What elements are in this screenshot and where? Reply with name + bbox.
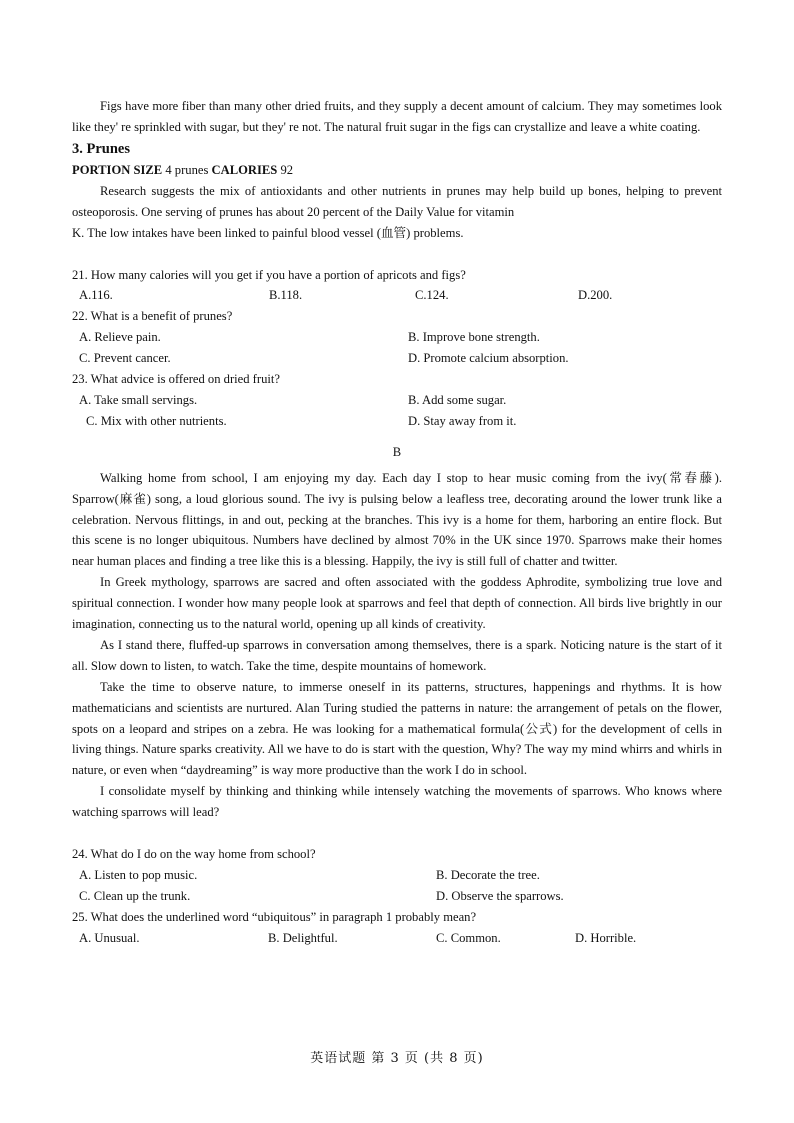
option-b[interactable]: B. Decorate the tree. (436, 868, 540, 882)
question-21: 21. How many calories will you get if you have a portion of apricots and figs? (72, 267, 466, 282)
option-b[interactable]: B. Improve bone strength. (408, 330, 540, 345)
question-22-options (72, 327, 722, 348)
portion-line (72, 160, 722, 181)
prunes-heading: 3. Prunes (72, 140, 130, 157)
option-d[interactable]: D.200. (578, 288, 613, 303)
page-footer: 英语试题 第 3 页 (共 8 页) (310, 1051, 484, 1066)
option-d[interactable]: D. Promote calcium absorption. (408, 351, 569, 366)
passage-b-paragraph-5: I consolidate myself by thinking and thinking while intensely watching the movements of sparrows. Who knows where watching sparrows will lead? (72, 784, 722, 820)
option-b[interactable]: B. Add some sugar. (408, 392, 507, 407)
passage-b-paragraph-2: In Greek mythology, sparrows are sacred and often associated with the goddess Aphrodite, symbolizing true love and spiritual connection. I wonder how many people look at sparrows and feel that depth of connection. All birds live brightly in our imagination, connecting us to the natural world, opening up all kinds of creativity. (72, 575, 722, 632)
question-23: 23. What advice is offered on dried fruit? (72, 372, 280, 387)
question-25-options (72, 928, 722, 949)
portion-value: 4 prunes (162, 162, 212, 177)
question-24-options-2 (72, 886, 722, 907)
prunes-paragraph-cont: K. The low intakes have been linked to painful blood vessel (血管) problems. (72, 225, 464, 240)
option-d[interactable]: D. Stay away from it. (408, 413, 517, 428)
option-c[interactable]: C. Prevent cancer. (79, 351, 171, 366)
question-22: 22. What is a benefit of prunes? (72, 309, 233, 324)
option-c[interactable]: C. Mix with other nutrients. (86, 413, 227, 428)
section-b-label: B (392, 444, 402, 459)
option-a[interactable]: A. Relieve pain. (79, 330, 161, 345)
option-a[interactable]: A.116. (79, 288, 113, 303)
passage-b-paragraph-1: Walking home from school, I am enjoying my day. Each day I stop to hear music coming from the ivy(常春藤). Sparrow(麻雀) song, a loud glorious sound. The ivy is pulsing below a leafless tree, decorating around the lower trunk like a celebration. Nervous flittings, in and out, pecking at the branches. This ivy is a home for them, harboring an entire flock. But this scene is no longer ubiquitous. Numbers have declined by almost 70% in the UK since 1970. Sparrows make their homes near human places and finding a tree like this is a blessing. Happily, the ivy is still full of chatter and twitter. (72, 470, 722, 569)
figs-paragraph: Figs have more fiber than many other dried fruits, and they supply a decent amount of calcium. They may sometimes look like they' re sprinkled with sugar, but they' re not. The natural fruit sugar in the figs can crystallize and leave a white coating. (72, 99, 722, 134)
question-24-options (72, 865, 722, 886)
option-c[interactable]: C.124. (415, 288, 449, 303)
option-c[interactable]: C. Common. (436, 930, 501, 945)
prunes-paragraph: Research suggests the mix of antioxidants and other nutrients in prunes may help build up bones, helping to prevent osteoporosis. One serving of prunes has about 20 percent of the Daily Value for vitamin (72, 183, 722, 219)
calories-label: CALORIES (211, 162, 278, 177)
option-b[interactable]: B.118. (269, 288, 303, 303)
option-a[interactable]: A. Listen to pop music. (79, 868, 198, 882)
question-25: 25. What does the underlined word “ubiquitous” in paragraph 1 probably mean? (72, 909, 477, 924)
exam-page (72, 96, 722, 949)
passage-b-paragraph-3: As I stand there, fluffed-up sparrows in conversation among themselves, there is a spark. Noticing nature is the start of it all. Slow down to listen, to watch. Take the time, despite mountains of homework. (72, 637, 722, 673)
portion-label: PORTION SIZE (72, 162, 163, 177)
question-23-options-2 (72, 411, 722, 432)
calories-value: 92 (277, 162, 294, 177)
option-d[interactable]: D. Horrible. (575, 930, 637, 945)
question-22-options-2 (72, 348, 722, 369)
option-c[interactable]: C. Clean up the trunk. (79, 888, 191, 903)
option-d[interactable]: D. Observe the sparrows. (436, 888, 564, 903)
question-23-options (72, 390, 722, 411)
option-a[interactable]: A. Unusual. (79, 930, 140, 945)
question-24: 24. What do I do on the way home from school? (72, 847, 316, 862)
passage-b-paragraph-4: Take the time to observe nature, to immerse oneself in its patterns, structures, happenings and rhythms. It is how mathematicians and scientists are nurtured. Alan Turing studied the patterns in nature: the arrangement of petals on the flower, spots on a leopard and stripes on a zebra. He was looking for a mathematical formula(公式) for the development of cells in living things. Nature sparks creativity. All we have to do is start with the question, Why? The way my mind whirrs and whirls in nature, or even when “daydreaming” is way more productive than the work I do in school. (72, 679, 722, 778)
option-b[interactable]: B. Delightful. (268, 930, 338, 945)
question-21-options (72, 285, 722, 306)
spacer (72, 823, 722, 844)
spacer (72, 244, 722, 265)
option-a[interactable]: A. Take small servings. (79, 392, 198, 407)
